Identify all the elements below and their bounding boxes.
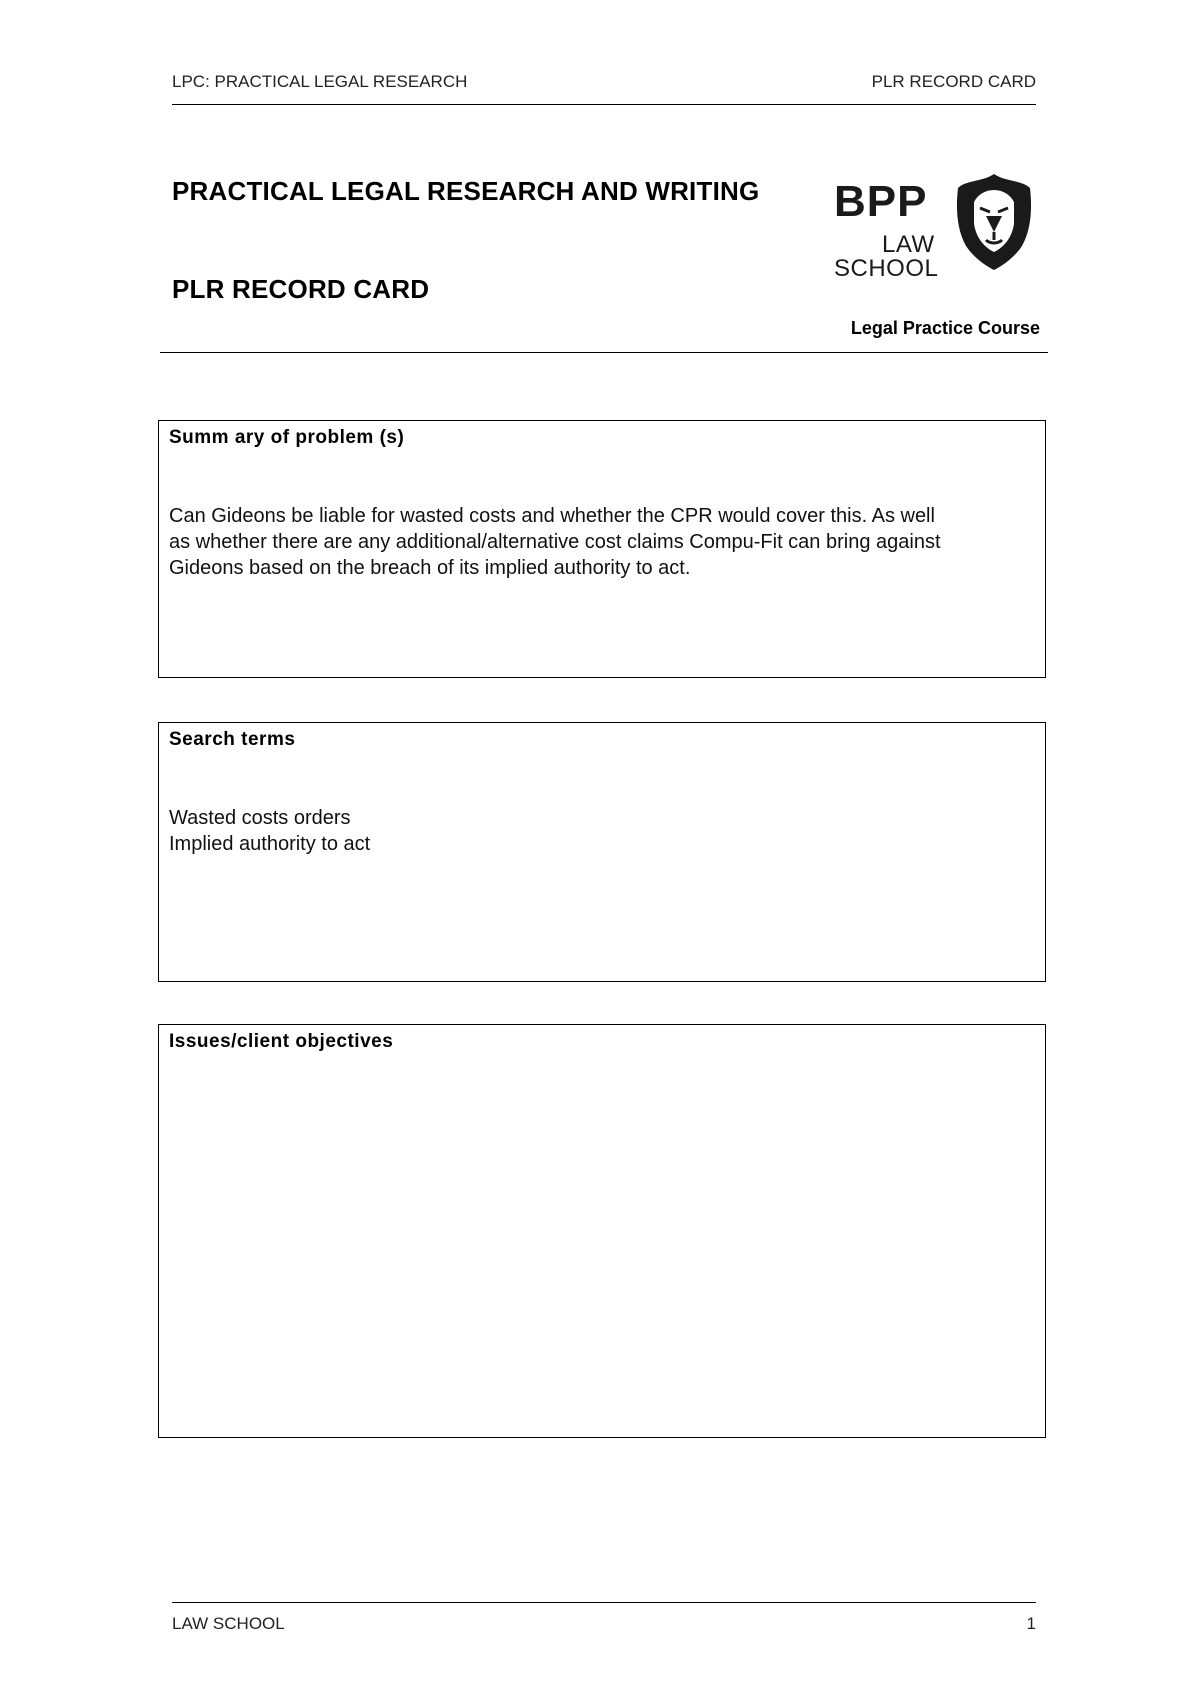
bpp-law-school-logo	[834, 177, 1034, 290]
course-label: Legal Practice Course	[850, 318, 1040, 338]
summary-text	[169, 503, 1035, 581]
document-title: PRACTICAL LEGAL RESEARCH AND WRITING	[172, 176, 760, 206]
issues-box	[158, 1024, 1046, 1438]
search-terms-text	[169, 805, 1035, 857]
summary-line: Gideons based on the breach of its implied authority to act.	[169, 557, 691, 579]
search-terms-box	[158, 722, 1046, 982]
issues-label: Issues/client objectives	[169, 1031, 394, 1052]
logo-school-text: SCHOOL	[834, 255, 939, 282]
summary-line: as whether there are any additional/alternative cost claims Compu-Fit can bring against	[169, 531, 941, 553]
footer-left-text: LAW SCHOOL	[172, 1614, 285, 1633]
footer-rule	[172, 1602, 1036, 1603]
summary-label: Summ ary of problem (s)	[169, 427, 405, 448]
logo-law-text: LAW	[882, 231, 935, 258]
search-term-line: Wasted costs orders	[169, 807, 351, 829]
summary-box	[158, 420, 1046, 678]
logo-brand-text: BPP	[834, 177, 928, 226]
document-subtitle: PLR RECORD CARD	[172, 274, 430, 304]
summary-line: Can Gideons be liable for wasted costs and whether the CPR would cover this. As well	[169, 505, 935, 527]
lion-shield-icon	[952, 172, 1036, 272]
header-left-text: LPC: PRACTICAL LEGAL RESEARCH	[172, 72, 468, 91]
page-number: 1	[1026, 1614, 1036, 1633]
header-rule	[172, 104, 1036, 105]
title-rule	[160, 352, 1048, 353]
search-terms-label: Search terms	[169, 729, 296, 750]
header-right-text: PLR RECORD CARD	[871, 72, 1036, 91]
search-term-line: Implied authority to act	[169, 833, 371, 855]
